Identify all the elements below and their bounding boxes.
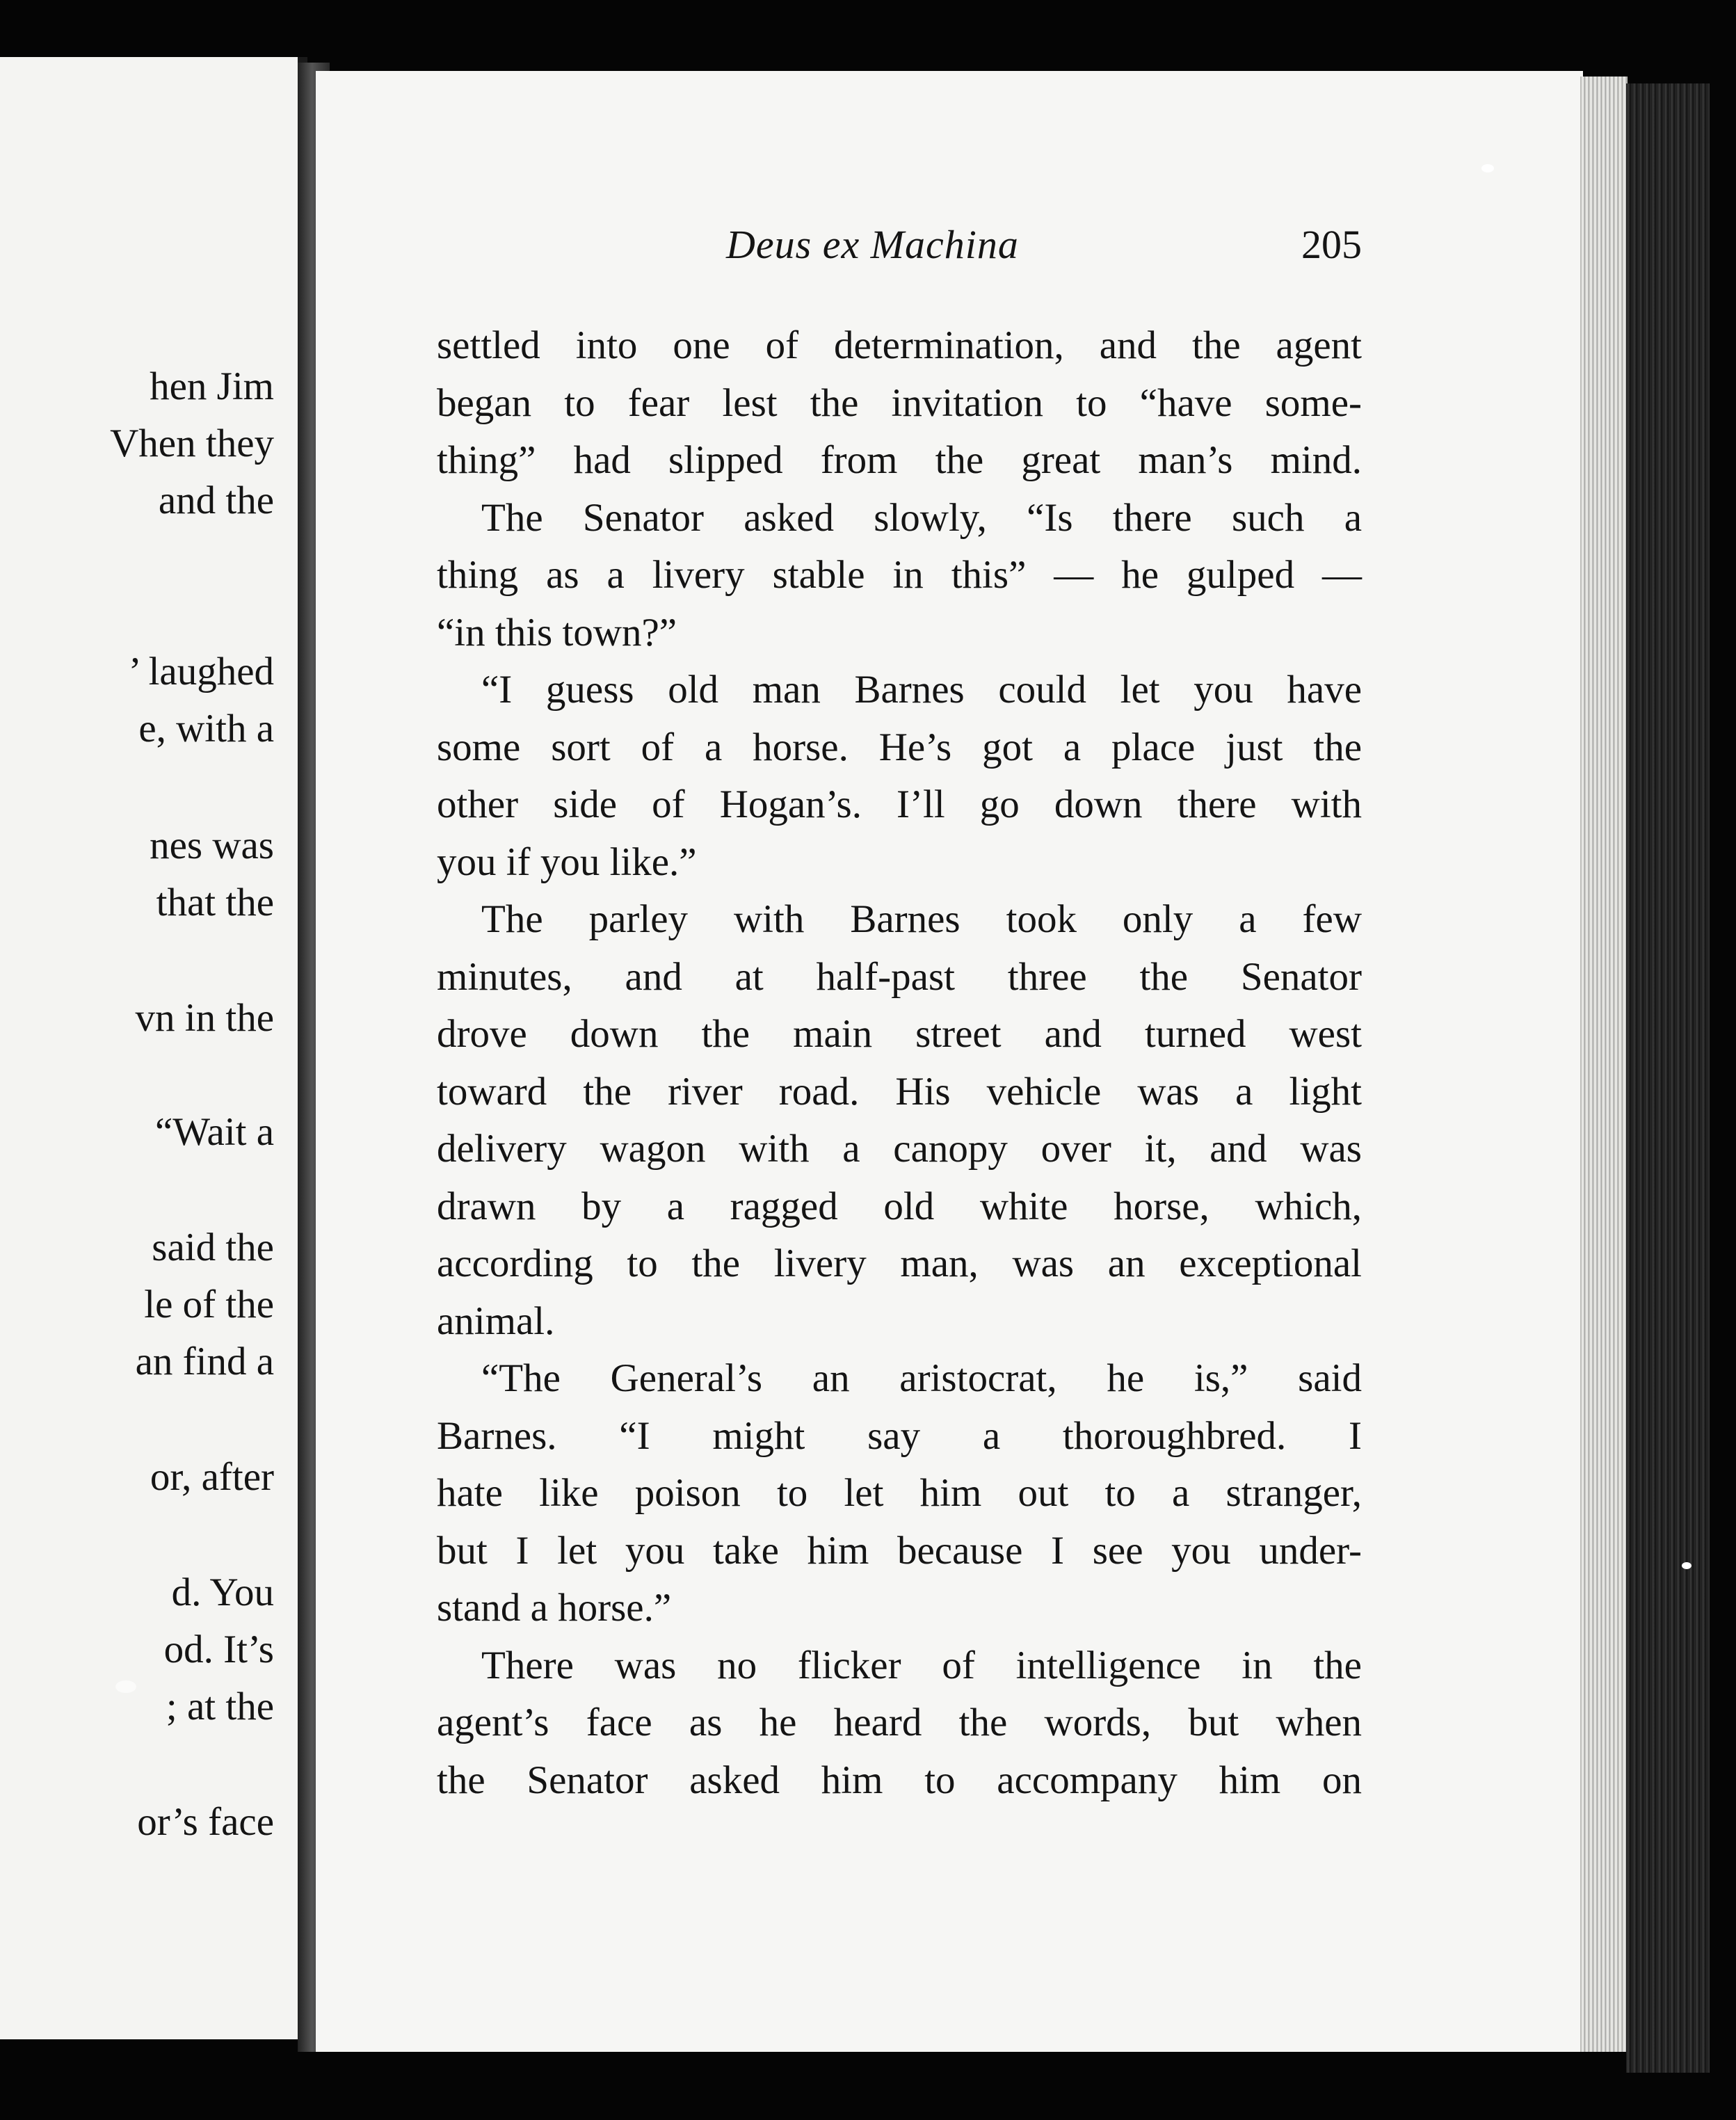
page-number: 205: [1301, 222, 1362, 267]
left-page-fragment: ; at the: [166, 1685, 274, 1728]
text-line: hate like poison to let him out to a stranger,: [437, 1471, 1362, 1515]
text-line: The Senator asked slowly, “Is there such a: [481, 495, 1362, 540]
text-line: toward the river road. His vehicle was a light: [437, 1069, 1362, 1114]
left-page-fragment: le of the: [144, 1283, 274, 1326]
text-line: There was no flicker of intelligence in the: [481, 1643, 1362, 1687]
running-title: Deus ex Machina: [726, 222, 1019, 267]
text-line: some sort of a horse. He’s got a place just the: [437, 725, 1362, 769]
scan-speck: [1682, 1562, 1691, 1569]
text-line: “I guess old man Barnes could let you have: [481, 668, 1362, 712]
text-line: the Senator asked him to accompany him on: [437, 1758, 1362, 1802]
text-line: thing” had slipped from the great man’s mind.: [437, 438, 1362, 482]
left-page-fragment: ’ laughed: [128, 650, 274, 693]
left-facing-page: [0, 57, 307, 2039]
text-line: settled into one of determination, and the agent: [437, 323, 1362, 367]
scan-speck: [115, 1680, 136, 1693]
text-line: according to the livery man, was an exceptional: [437, 1242, 1362, 1285]
left-page-fragment: e, with a: [138, 707, 274, 750]
text-line: began to fear lest the invitation to “have some-: [437, 380, 1362, 425]
scan-speck: [1481, 164, 1494, 172]
text-line: The parley with Barnes took only a few: [481, 897, 1362, 941]
body-text: [437, 317, 1362, 1809]
page-header: [726, 221, 1362, 277]
left-page-fragment: “Wait a: [154, 1110, 274, 1154]
text-line: Barnes. “I might say a thoroughbred. I: [437, 1413, 1362, 1458]
text-line: other side of Hogan’s. I’ll go down there with: [437, 782, 1362, 826]
text-line: “The General’s an aristocrat, he is,” said: [481, 1356, 1362, 1400]
text-line: you if you like.”: [437, 840, 697, 884]
left-page-fragment: d. You: [171, 1571, 274, 1614]
text-line: thing as a livery stable in this” — he gulped —: [437, 553, 1362, 597]
left-page-fragment: vn in the: [135, 996, 274, 1040]
left-page-fragment: hen Jim: [150, 364, 274, 408]
text-line: stand a horse.”: [437, 1586, 672, 1630]
left-page-fragment: or, after: [150, 1455, 274, 1499]
left-page-fragment: od. It’s: [163, 1628, 274, 1671]
left-page-fragment: said the: [152, 1226, 274, 1269]
left-page-fragment: Vhen they: [110, 421, 274, 465]
left-page-fragment: nes was: [150, 824, 274, 867]
left-page-fragment: an find a: [135, 1340, 274, 1383]
text-line: minutes, and at half-past three the Senator: [437, 954, 1362, 999]
text-line: animal.: [437, 1299, 555, 1343]
text-line: “in this town?”: [437, 610, 677, 655]
left-page-fragment: or’s face: [137, 1800, 274, 1844]
left-page-fragment: and the: [158, 479, 274, 522]
text-line: but I let you take him because I see you under-: [437, 1528, 1362, 1573]
text-line: agent’s face as he heard the words, but when: [437, 1701, 1362, 1744]
book-cover-edge: [1626, 83, 1710, 2073]
text-line: drove down the main street and turned west: [437, 1012, 1362, 1056]
left-page-fragment: that the: [156, 881, 274, 924]
page-edges: [1580, 77, 1628, 2052]
text-line: delivery wagon with a canopy over it, and was: [437, 1127, 1362, 1171]
text-line: drawn by a ragged old white horse, which,: [437, 1184, 1362, 1228]
